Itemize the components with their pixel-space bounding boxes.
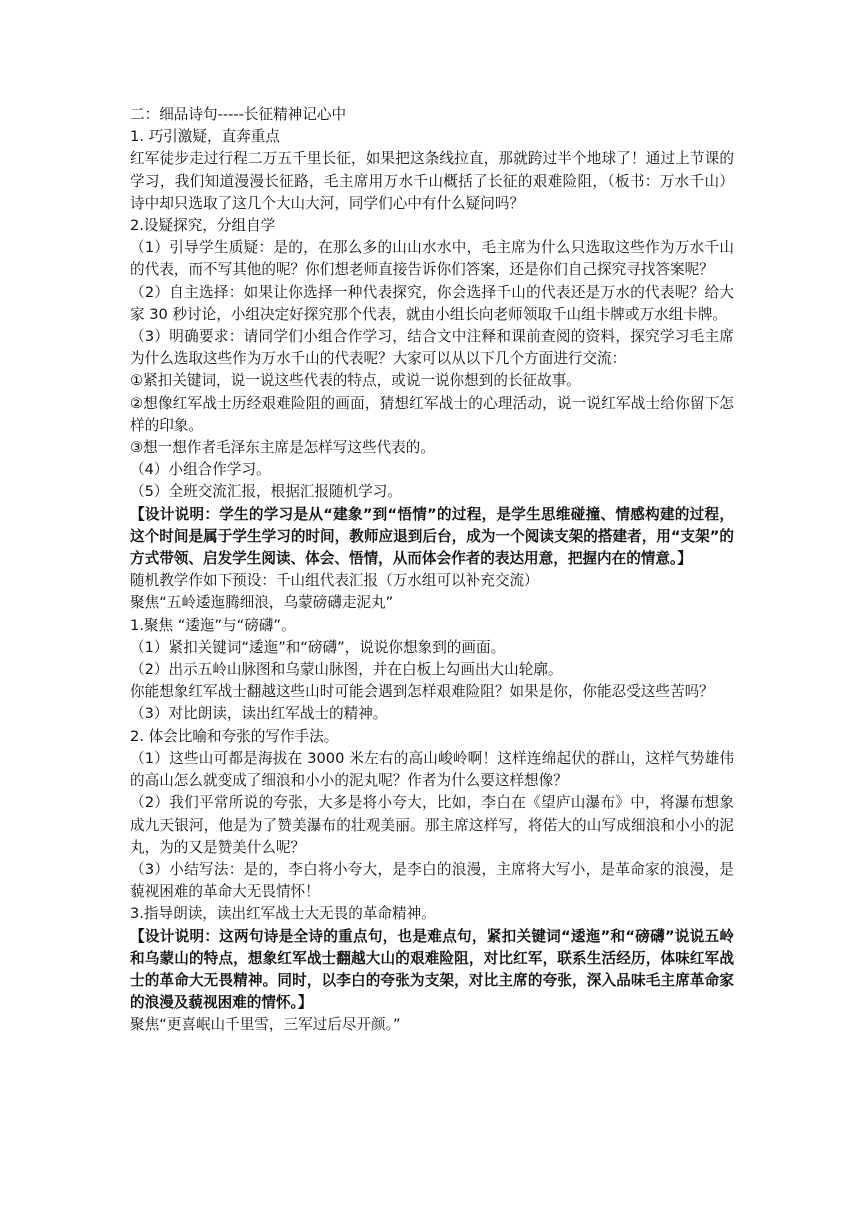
subsection-heading: 1. 巧引激疑，直奔重点 — [130, 128, 280, 146]
paragraph: （3）小结写法：是的，李白将小夸大，是李白的浪漫，主席将大写小，是革命家的浪漫，是藐视困难的革命大无畏情怀！ — [130, 860, 734, 901]
paragraph: （2）我们平常所说的夸张，大多是将小夸大，比如，李白在《望庐山瀑布》中，将瀑布想象成九天银河，他是为了赞美瀑布的壮观美丽。那主席这样写，将偌大的山写成细浪和小小的泥丸，为的又是赞美什么呢？ — [130, 794, 734, 856]
subsection-heading: 2. 体会比喻和夸张的写作手法。 — [130, 727, 339, 745]
paragraph: 红军徒步走过行程二万五千里长征，如果把这条线拉直，那就跨过半个地球了！通过上节课的学习，我们知道漫漫长征路，毛主席用万水千山概括了长征的艰难险阻，（板书：万水千山）诗中却只选取了这几个大山大河，同学们心中有什么疑问吗？ — [130, 150, 734, 212]
list-item: ③想一想作者毛泽东主席是怎样写这些代表的。 — [130, 439, 435, 457]
paragraph: （2）出示五岭山脉图和乌蒙山脉图，并在白板上勾画出大山轮廓。 — [130, 661, 563, 679]
subsection-heading: 3.指导朗读，读出红军战士大无畏的革命精神。 — [130, 905, 436, 923]
paragraph: （1）紧扣关键词“逶迤”和“磅礴”，说说你想象到的画面。 — [130, 638, 506, 656]
focus-line: 聚焦“五岭逶迤腾细浪，乌蒙磅礴走泥丸” — [130, 594, 394, 612]
paragraph: （1）这些山可都是海拔在 3000 米左右的高山峻岭啊！这样连绵起伏的群山，这样气势雄伟的高山怎么就变成了细浪和小小的泥丸呢？作者为什么要这样想像？ — [130, 749, 734, 790]
paragraph: （4）小组合作学习。 — [130, 461, 271, 479]
subsection-heading: 1.聚焦 “逶迤”与“磅礴”。 — [130, 616, 296, 634]
list-item: ②想像红军战士历经艰难险阻的画面，猜想红军战士的心理活动，说一说红军战士给你留下怎样的印象。 — [130, 394, 734, 434]
document-body — [130, 104, 734, 1037]
paragraph: （3）明确要求：请同学们小组合作学习，结合文中注释和课前查阅的资料，探究学习毛主席为什么选取这些作为万水千山的代表呢？大家可以从以下几个方面进行交流： — [130, 328, 734, 368]
paragraph: 你能想象红军战士翻越这些山时可能会遇到怎样艰难险阻？如果是你，你能忍受这些苦吗？ — [130, 683, 714, 701]
paragraph: （3）对比朗读，读出红军战士的精神。 — [130, 705, 388, 723]
paragraph: （2）自主选择：如果让你选择一种代表探究，你会选择千山的代表还是万水的代表呢？给大家 30 秒讨论，小组决定好探究那个代表，就由小组长向老师领取千山组卡牌或万水组卡牌。 — [130, 283, 734, 323]
subsection-heading: 2.设疑探究，分组自学 — [130, 217, 276, 235]
section-heading: 二：细品诗句-----长征精神记心中 — [130, 106, 347, 123]
list-item: ①紧扣关键词，说一说这些代表的特点，或说一说你想到的长征故事。 — [130, 372, 581, 390]
focus-line: 聚焦“更喜岷山千里雪，三军过后尽开颜。” — [130, 1016, 401, 1034]
paragraph: （5）全班交流汇报，根据汇报随机学习。 — [130, 483, 402, 501]
design-note: 【设计说明：学生的学习是从“建象”到“悟情”的过程，是学生思维碰撞、情感构建的过程，这个时间是属于学生学习的时间，教师应退到后台，成为一个阅读支架的搭建者，用“支架”的方式带领、启发学生阅读、体会、悟情，从而体会作者的表达用意，把握内在的情意。】 — [130, 505, 734, 568]
design-note: 【设计说明：这两句诗是全诗的重点句，也是难点句，紧扣关键词“逶迤”和“磅礴”说说五岭和乌蒙山的特点，想象红军战士翻越大山的艰难险阻，对比红军，联系生活经历，体味红军战士的革命大无畏精神。同时，以李白的夸张为支架，对比主席的夸张，深入品味毛主席革命家的浪漫及藐视困难的情怀。】 — [130, 927, 734, 1012]
paragraph: （1）引导学生质疑：是的，在那么多的山山水水中，毛主席为什么只选取这些作为万水千山的代表，而不写其他的呢？你们想老师直接告诉你们答案，还是你们自己探究寻找答案呢？ — [130, 239, 734, 279]
paragraph: 随机教学作如下预设：千山组代表汇报（万水组可以补充交流） — [130, 572, 539, 590]
